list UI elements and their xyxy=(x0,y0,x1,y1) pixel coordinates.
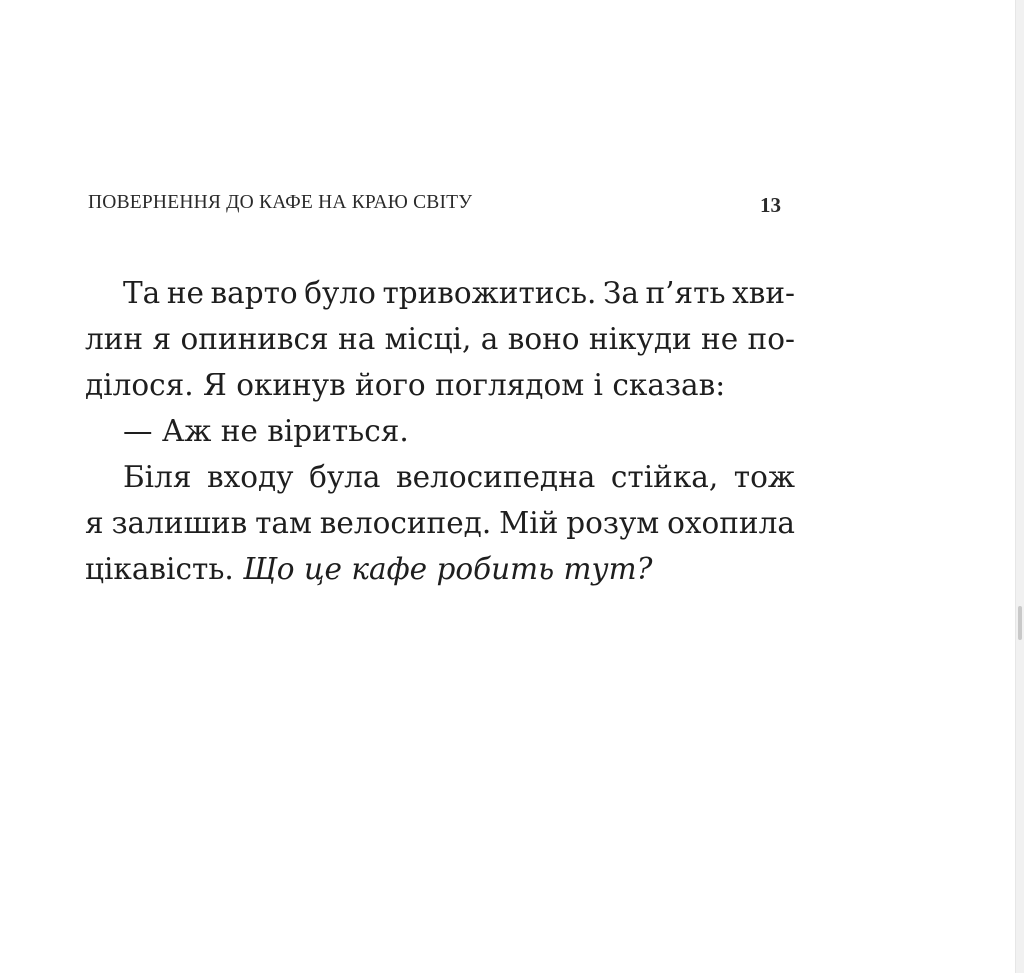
word: розум xyxy=(566,506,660,540)
word: залишив xyxy=(111,506,248,540)
body-text xyxy=(85,270,795,592)
text-line xyxy=(85,546,795,592)
text-line xyxy=(85,500,795,546)
word: не xyxy=(701,322,739,356)
text-line: ділося. Я окинув його поглядом і сказав: xyxy=(85,368,726,402)
word: опинився xyxy=(180,322,329,356)
word: було xyxy=(304,276,376,310)
word: Біля xyxy=(123,460,192,494)
word: Та xyxy=(123,276,161,310)
word: по- xyxy=(747,322,795,356)
word: я xyxy=(152,322,172,356)
word: там xyxy=(255,506,312,540)
last-line-plain: цікавість. xyxy=(85,552,244,586)
italic-thought: Що це кафе робить тут? xyxy=(243,552,653,586)
word: велосипедна xyxy=(396,460,596,494)
scroll-indicator[interactable] xyxy=(1018,606,1022,640)
word: хви- xyxy=(732,276,795,310)
text-line xyxy=(85,316,795,362)
word: воно xyxy=(507,322,580,356)
word: не xyxy=(166,276,204,310)
word: охопила xyxy=(667,506,795,540)
word: стійка, xyxy=(610,460,719,494)
word: входу xyxy=(207,460,294,494)
word: варто xyxy=(210,276,298,310)
word: на xyxy=(338,322,376,356)
dialogue-line: — Аж не віриться. xyxy=(123,414,409,448)
word: велосипед. xyxy=(319,506,492,540)
page-number: 13 xyxy=(760,193,781,217)
word: лин xyxy=(85,322,144,356)
word: тривожитись. xyxy=(382,276,597,310)
word: п’ять xyxy=(645,276,726,310)
word: За xyxy=(602,276,639,310)
word: я xyxy=(85,506,104,540)
running-title: ПОВЕРНЕННЯ ДО КАФЕ НА КРАЮ СВІТУ xyxy=(88,192,473,213)
text-line xyxy=(85,454,795,500)
word: нікуди xyxy=(588,322,692,356)
word: Мій xyxy=(499,506,559,540)
word: місці, xyxy=(384,322,472,356)
text-line xyxy=(85,270,795,316)
word: а xyxy=(480,322,499,356)
page-edge-strip xyxy=(1015,0,1024,973)
word: була xyxy=(309,460,381,494)
word: тож xyxy=(733,460,795,494)
